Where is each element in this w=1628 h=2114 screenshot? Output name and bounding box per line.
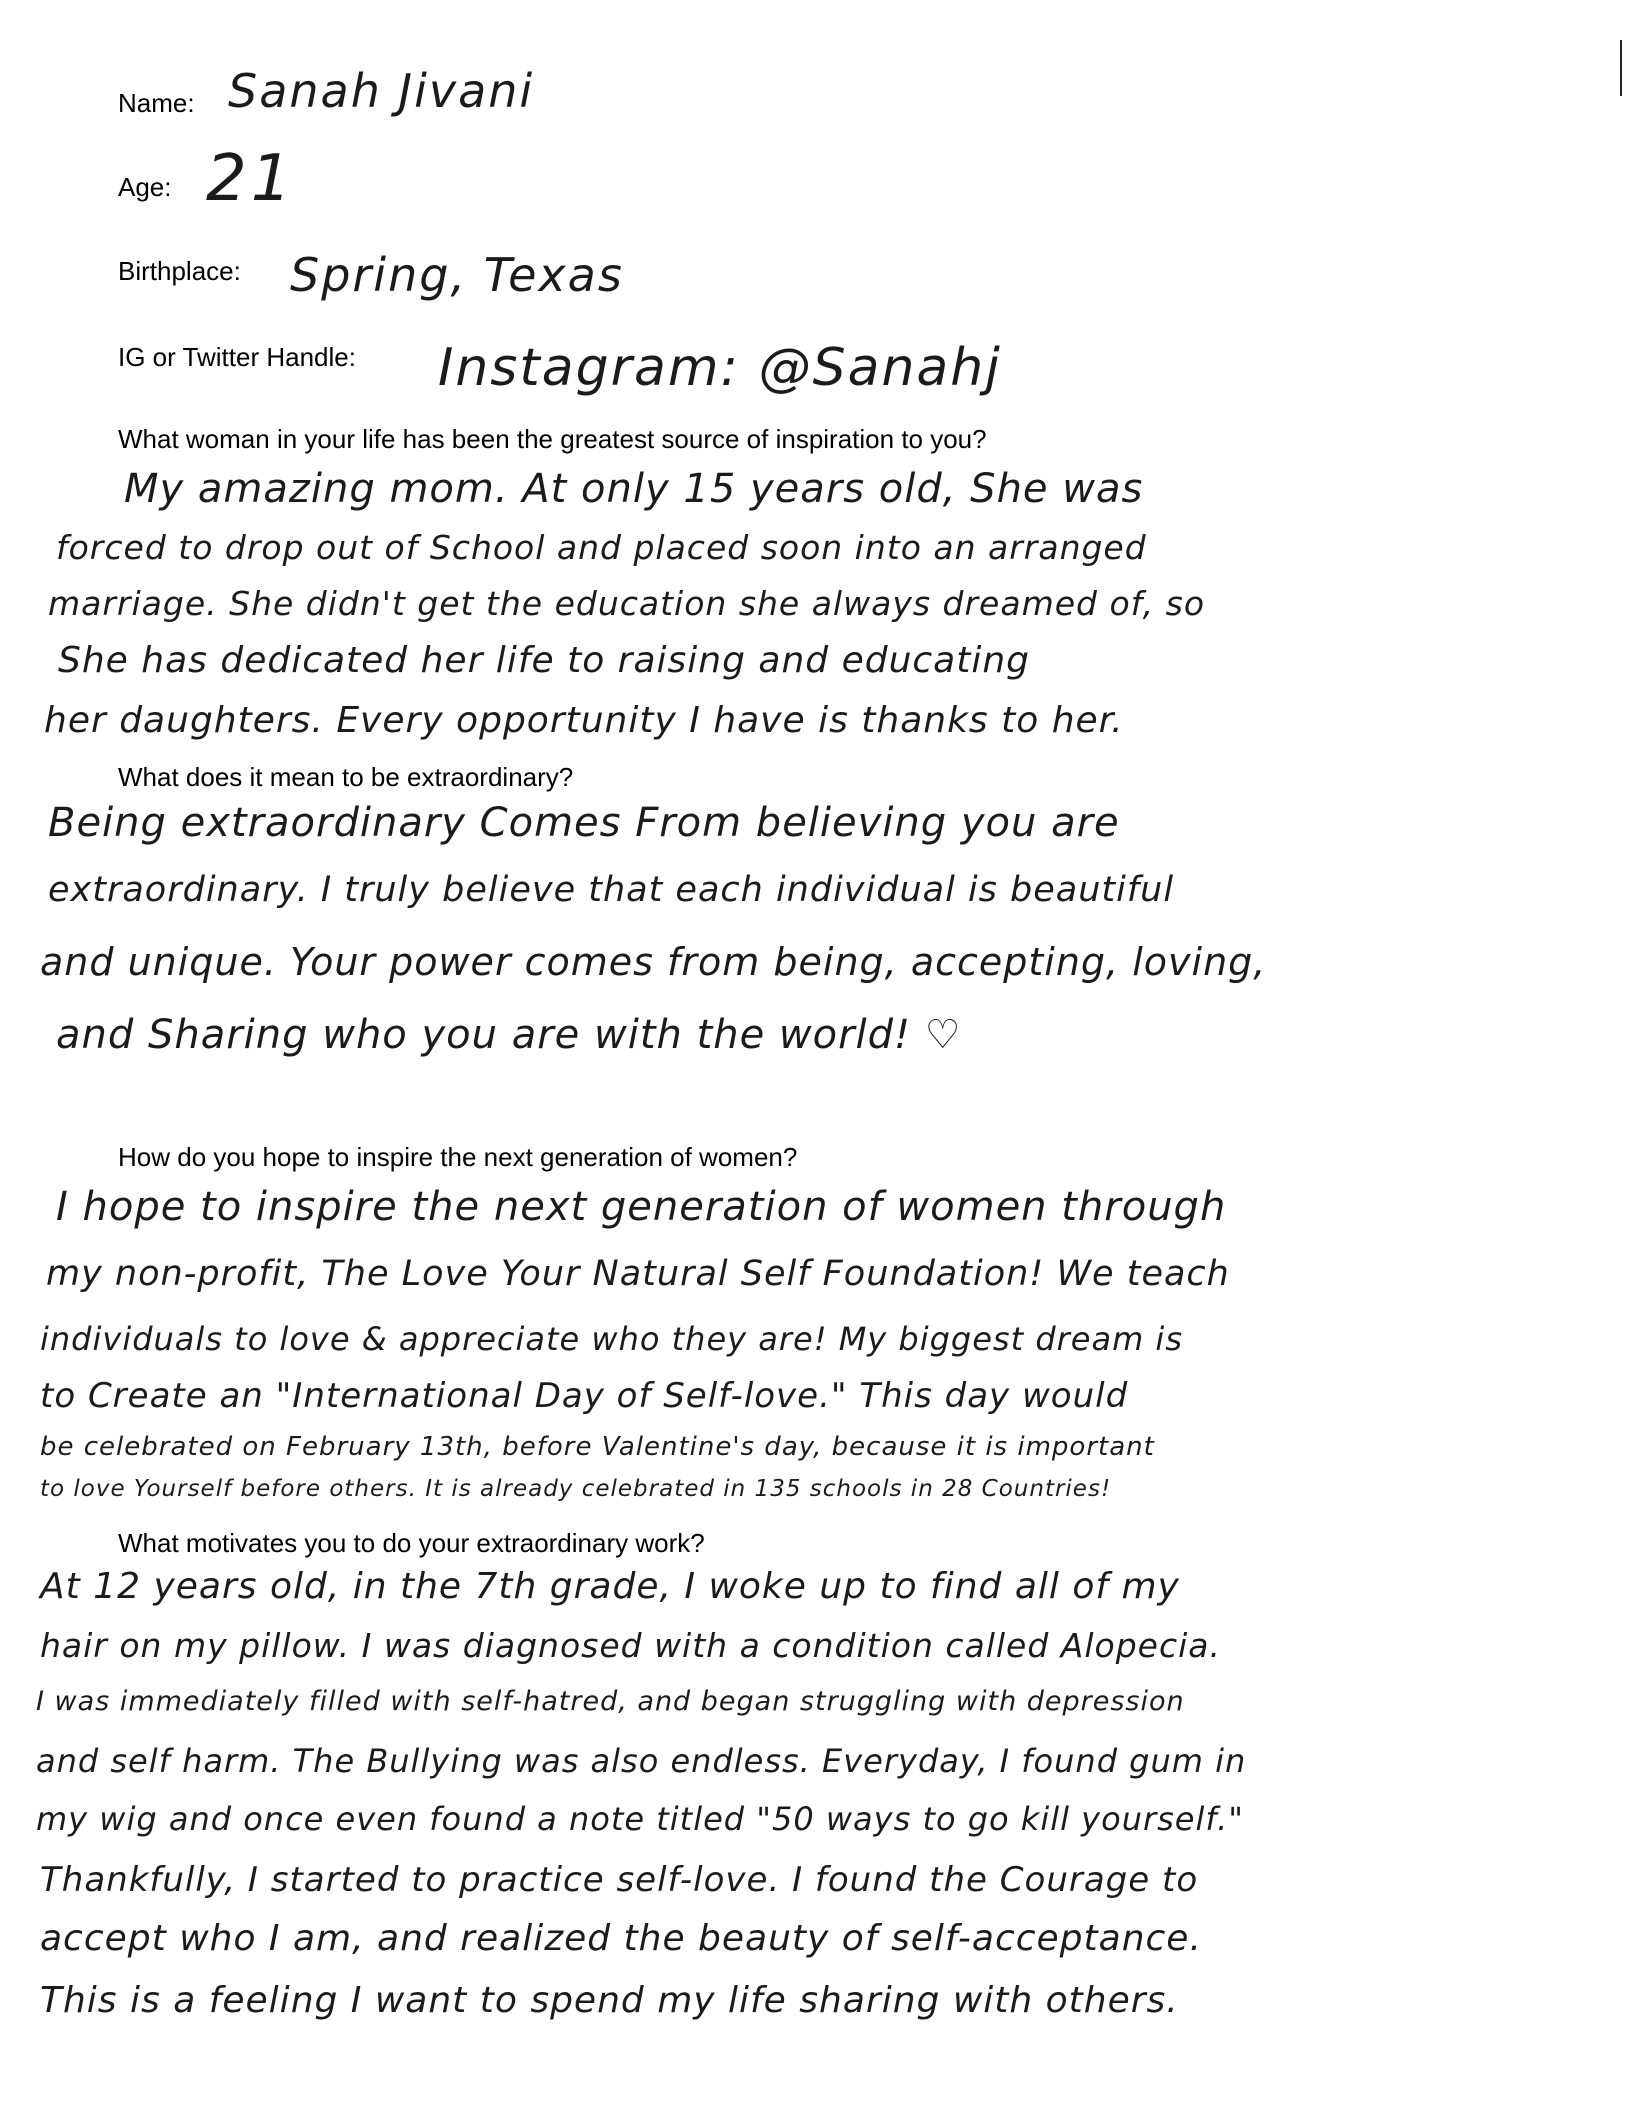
answer-line: to Create an "International Day of Self-love." This day would (40, 1376, 1129, 1416)
answer-line: accept who I am, and realized the beauty of self-acceptance. (40, 1918, 1202, 1959)
age-label: Age: (118, 172, 172, 202)
answer-line: Thankfully, I started to practice self-love. I found the Courage to (40, 1860, 1199, 1900)
answer-line: her daughters. Every opportunity I have is thanks to her. (44, 700, 1124, 741)
scan-edge-mark (1620, 40, 1622, 96)
answer-line: I hope to inspire the next generation of women through (56, 1184, 1227, 1230)
handle-label: IG or Twitter Handle: (118, 342, 356, 372)
answer-line: and unique. Your power comes from being, accepting, loving, (40, 940, 1267, 984)
answer-line: extraordinary. I truly believe that each individual is beautiful (48, 870, 1175, 910)
answer-line: At 12 years old, in the 7th grade, I woke up to find all of my (40, 1566, 1180, 1607)
answer-line: my non-profit, The Love Your Natural Self Foundation! We teach (46, 1254, 1230, 1294)
answer-line: forced to drop out of School and placed soon into an arranged (56, 528, 1147, 567)
answer-line: My amazing mom. At only 15 years old, She was (124, 466, 1144, 512)
name-label: Name: (118, 88, 195, 118)
name-value: Sanah Jivani (228, 64, 535, 118)
answer-line: to love Yourself before others. It is already celebrated in 135 schools in 28 Countries! (40, 1476, 1112, 1502)
answer-line: She has dedicated her life to raising and educating (58, 640, 1031, 681)
question-extraordinary: What does it mean to be extraordinary? (118, 762, 574, 792)
answer-line: marriage. She didn't get the education she always dreamed of, so (48, 584, 1206, 623)
answer-line: and Sharing who you are with the world! ♡ (56, 1012, 962, 1058)
handle-value: Instagram: @Sanahj (438, 338, 1002, 398)
answer-line: hair on my pillow. I was diagnosed with a condition called Alopecia. (40, 1626, 1221, 1665)
answer-line: I was immediately filled with self-hatred, and began struggling with depression (36, 1686, 1185, 1717)
answer-line: my wig and once even found a note titled "50 ways to go kill yourself." (36, 1800, 1244, 1838)
question-motivation: What motivates you to do your extraordinary work? (118, 1528, 705, 1558)
birthplace-label: Birthplace: (118, 256, 241, 286)
age-value: 21 (206, 142, 296, 216)
question-inspiration: What woman in your life has been the greatest source of inspiration to you? (118, 424, 987, 454)
question-inspire-next-generation: How do you hope to inspire the next generation of women? (118, 1142, 798, 1172)
birthplace-value: Spring, Texas (290, 248, 624, 302)
answer-line: Being extraordinary Comes From believing you are (48, 800, 1120, 846)
answer-line: individuals to love & appreciate who they are! My biggest dream is (40, 1320, 1183, 1358)
answer-line: and self harm. The Bullying was also endless. Everyday, I found gum in (36, 1742, 1247, 1780)
answer-line: be celebrated on February 13th, before Valentine's day, because it is important (40, 1432, 1155, 1462)
answer-line: This is a feeling I want to spend my life sharing with others. (40, 1980, 1179, 2021)
